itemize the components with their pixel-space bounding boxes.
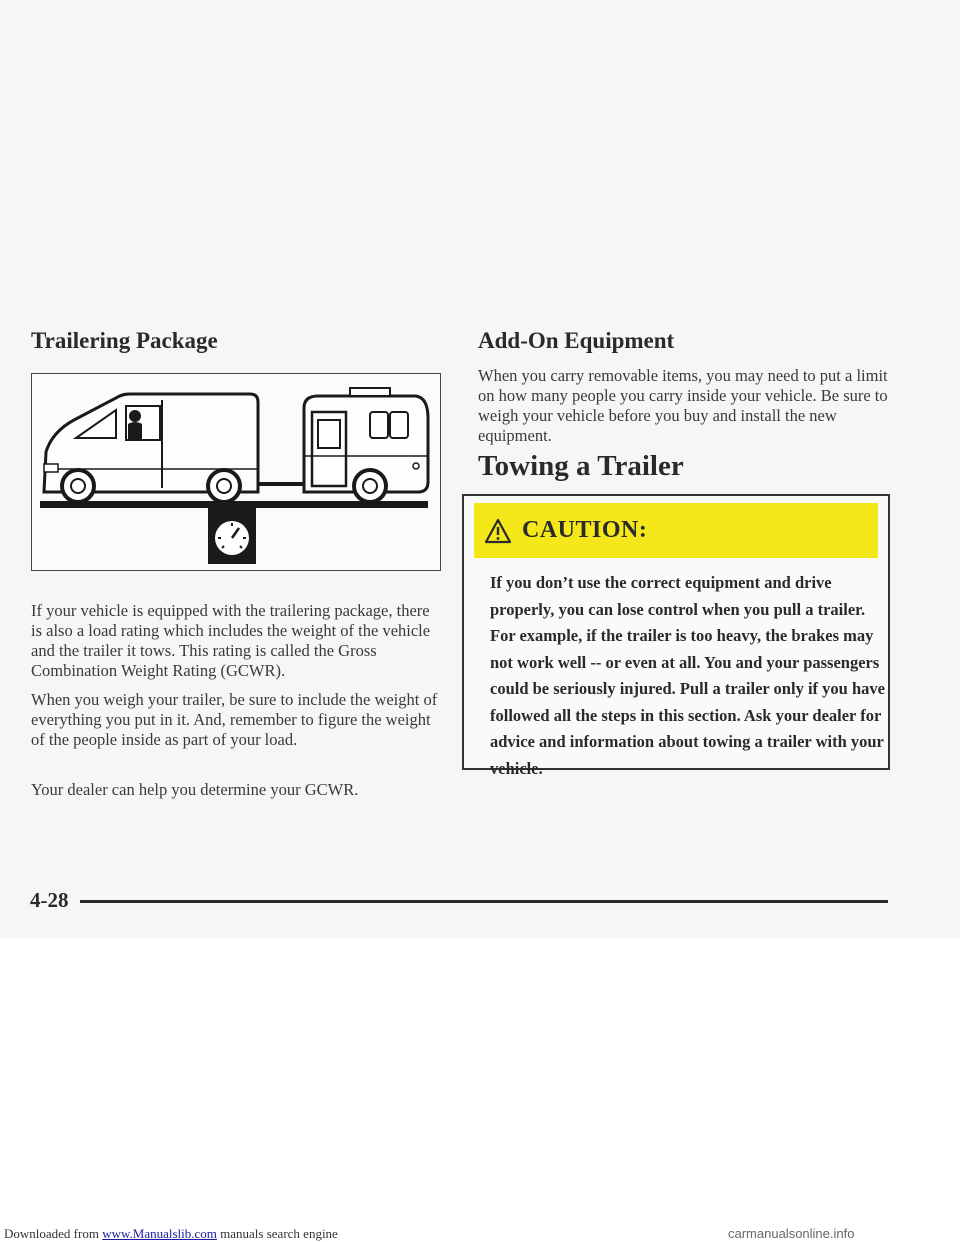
caution-box (462, 494, 890, 778)
page-number: 4-28 (30, 888, 69, 912)
caution-title: CAUTION: (522, 517, 648, 543)
van-trailer-icon (32, 374, 439, 569)
caution-text: If you don’t use the correct equipment and drive properly, you can lose control when you pull a trailer. For example, if the trailer is too heavy, the brakes may not work well -- or even at all. You and your passengers could be seriously injured. Pull a trailer only if you have followed all the steps in this section. Ask your dealer for advice and information about towing a trailer with your vehicle. (490, 573, 885, 778)
download-banner-suffix: manuals search engine (220, 1226, 338, 1241)
trailering-paragraph-3: Your dealer can help you determine your GCWR. (31, 780, 359, 799)
download-banner-prefix: Downloaded from (4, 1226, 99, 1241)
trailering-paragraph-2: When you weigh your trailer, be sure to include the weight of everything you put in it. And, remember to figure the weight of the people inside as part of your load. (31, 690, 438, 749)
download-banner (4, 1226, 338, 1242)
add-on-equipment-paragraph: When you carry removable items, you may need to put a limit on how many people you carry inside your vehicle. Be sure to weigh your vehicle before you buy and install the new equipment. (478, 366, 888, 445)
footer-divider (80, 900, 888, 903)
manualslib-link[interactable]: www.Manualslib.com (102, 1226, 217, 1241)
watermark-text: carmanualsonline.info (728, 1226, 855, 1241)
towing-a-trailer-heading: Towing a Trailer (478, 450, 684, 482)
caution-header (474, 503, 878, 558)
van-trailer-scale-illustration (31, 373, 441, 571)
trailering-package-heading: Trailering Package (31, 328, 218, 353)
add-on-equipment-heading: Add-On Equipment (478, 328, 675, 353)
warning-triangle-icon (484, 518, 512, 544)
trailering-paragraph-1: If your vehicle is equipped with the trailering package, there is also a load rating which includes the weight of the vehicle and the trailer it tows. This rating is called the Gross Combination Weight Rating (GCWR). (31, 601, 431, 680)
